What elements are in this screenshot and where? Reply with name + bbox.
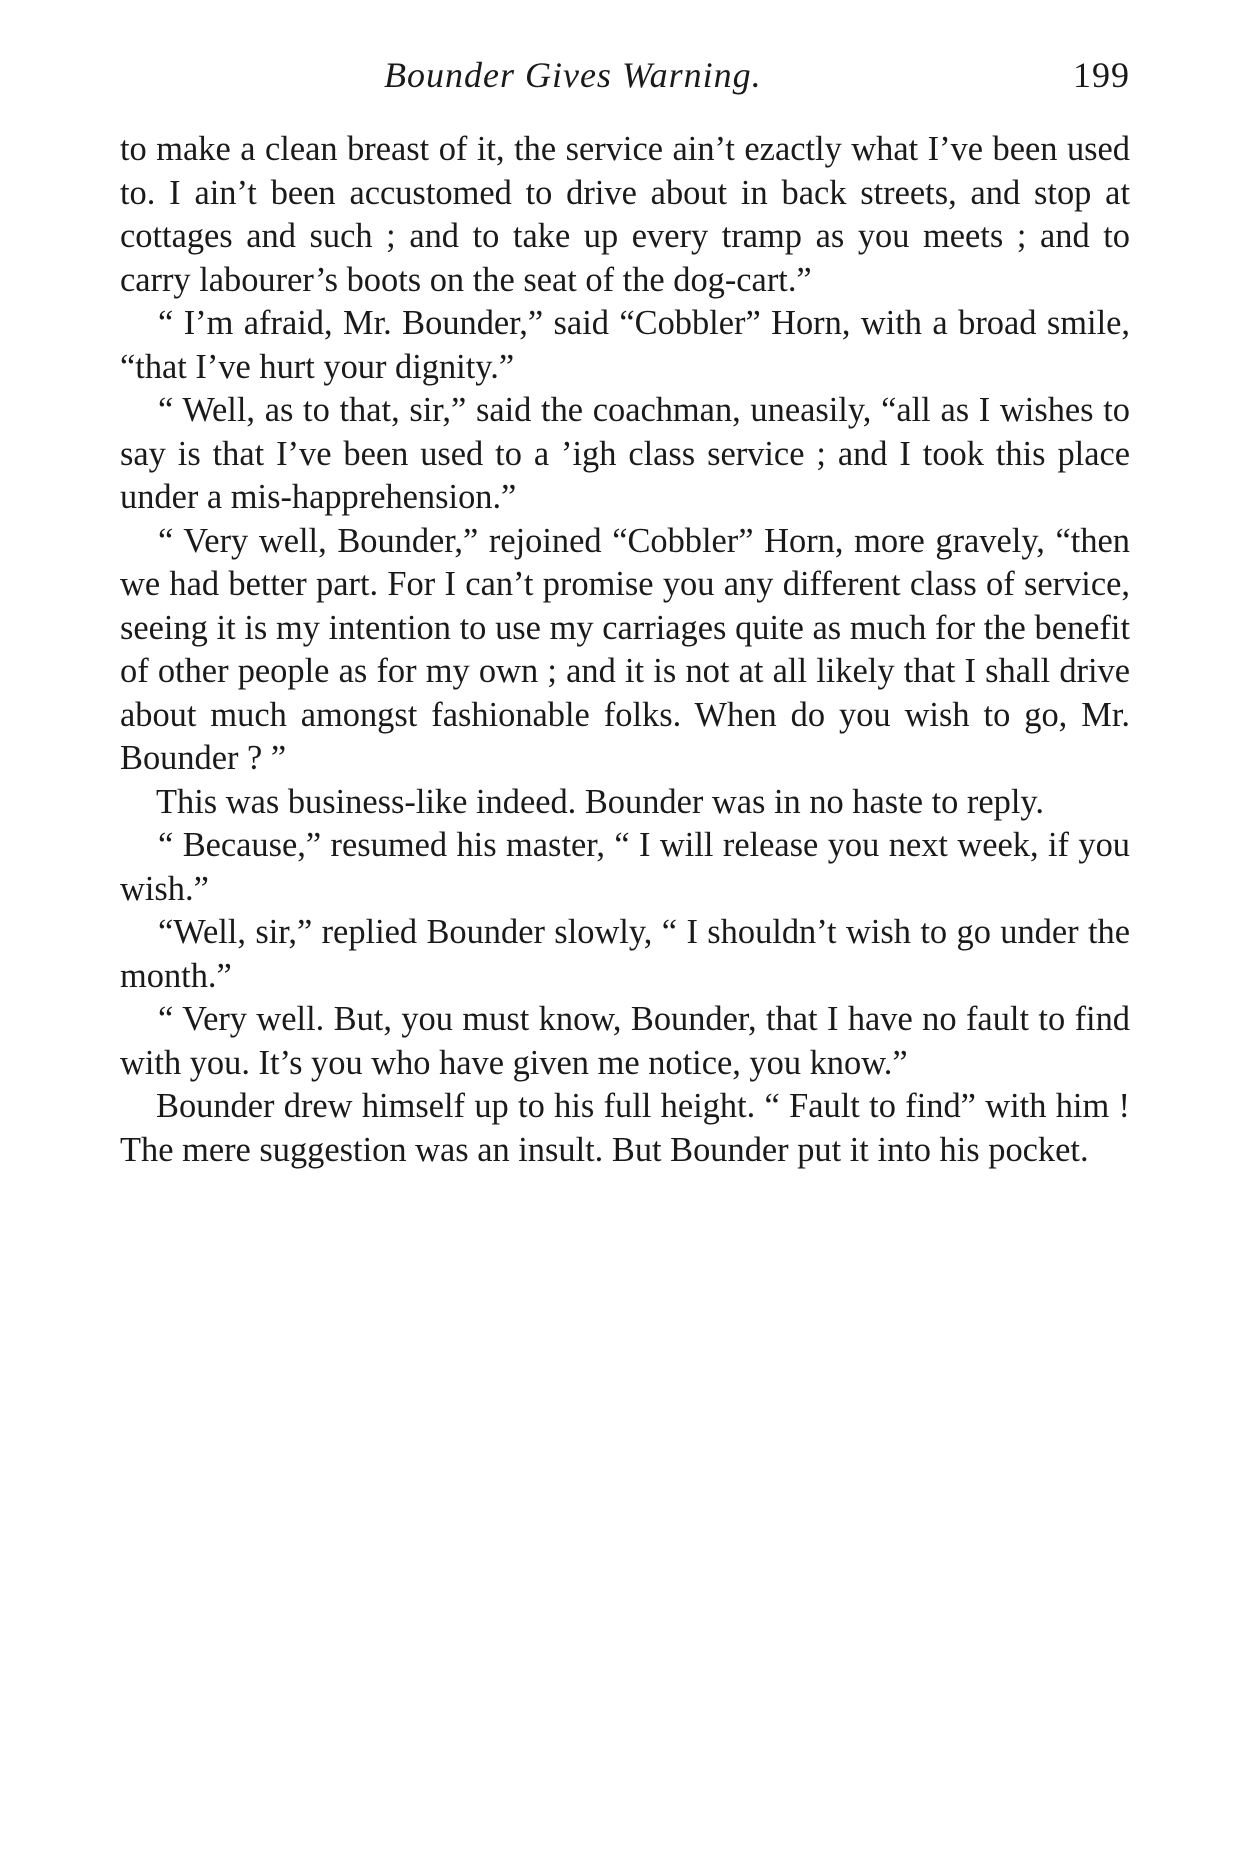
body-text [120, 128, 1130, 1172]
paragraph-continuation: to make a clean breast of it, the service ain’t ezactly what I’ve been used to. I ain’t been accustomed to drive about in back streets, and stop at cottages and such ; and to take up every tramp as you meets ; and to carry labourer’s boots on the seat of the dog-cart.” [120, 130, 1130, 299]
page-number: 199 [1073, 55, 1130, 95]
running-title: Bounder Gives Warning. [384, 55, 762, 95]
paragraph-better-part: “ Very well, Bounder,” rejoined “Cobbler” Horn, more gravely, “then we had better part. For I can’t promise you any different class of service, seeing it is my intention to use my carriages quite as much for the benefit of other people as for my own ; and it is not at all likely that I shall drive about much amongst fashionable folks. When do you wish to go, Mr. Bounder ? ” [120, 521, 1130, 777]
paragraph-no-fault: “ Very well. But, you must know, Bounder, that I have no fault to find with you. It’s you who have given me notice, you know.” [120, 1000, 1130, 1082]
paragraph-full-height: Bounder drew himself up to his full height. “ Fault to find” with him ! The mere suggestion was an insult. But Bounder put it into his pocket. [120, 1087, 1130, 1169]
paragraph-business-like: This was business-like indeed. Bounder was in no haste to reply. [156, 782, 1044, 821]
running-head [120, 54, 1130, 110]
paragraph-afraid-dignity: “ I’m afraid, Mr. Bounder,” said “Cobbler” Horn, with a broad smile, “that I’ve hurt your dignity.” [120, 304, 1130, 386]
paragraph-coachman-reply: “ Well, as to that, sir,” said the coachman, uneasily, “all as I wishes to say is that I’ve been used to a ’igh class service ; and I took this place under a mis-happrehension.” [120, 391, 1130, 516]
paragraph-under-the-month: “Well, sir,” replied Bounder slowly, “ I shouldn’t wish to go under the month.” [120, 913, 1130, 995]
paragraph-release-you: “ Because,” resumed his master, “ I will release you next week, if you wish.” [120, 826, 1130, 908]
